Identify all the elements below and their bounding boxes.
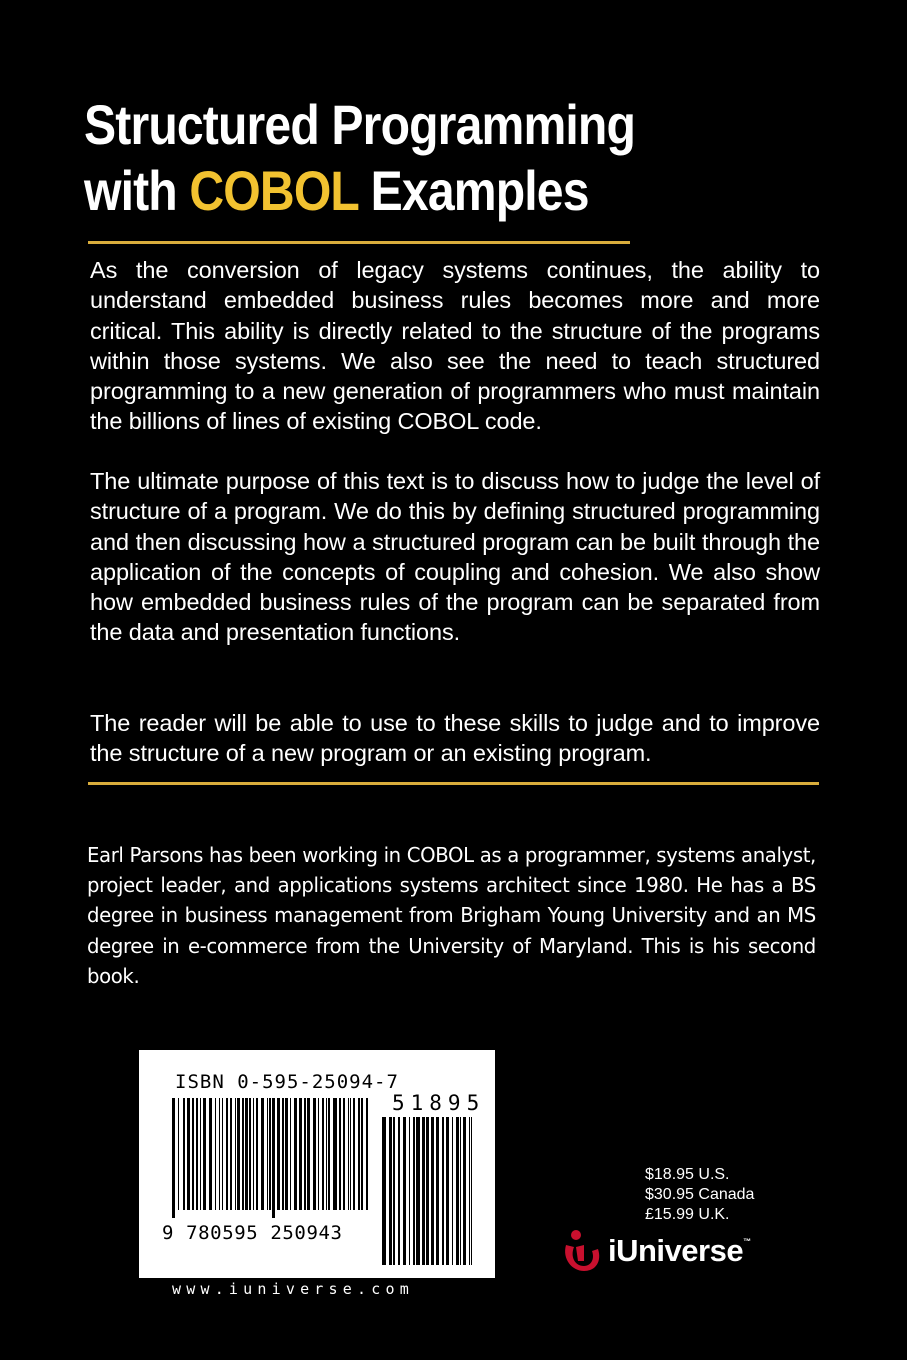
barcode-bar [393, 1117, 395, 1265]
barcode-bar [398, 1117, 400, 1265]
iuniverse-swirl-icon [562, 1229, 602, 1273]
barcode-bar [269, 1098, 271, 1210]
book-title [84, 92, 738, 224]
barcode-bar [322, 1098, 324, 1210]
price-list [645, 1165, 754, 1225]
barcode-bar [219, 1098, 220, 1210]
barcode-bar [237, 1098, 240, 1210]
author-bio: Earl Parsons has been working in COBOL as a programmer, systems analyst, project leader, and applications systems architect since 1980. He has a BS degree in business management from Brigham Young University and an MS degree in e-commerce from the University of Maryland. This is his second book. [87, 843, 816, 988]
barcode-bar [442, 1117, 444, 1265]
barcode-bar [333, 1098, 337, 1210]
barcode-bar [469, 1117, 470, 1265]
price-addon-barcode [382, 1117, 472, 1265]
blurb-paragraph-1: As the conversion of legacy systems continues, the ability to understand embedded business rules becomes more and more critical. This ability is directly related to the structure of the programs within those systems. We also see the need to teach structured programming to a new generation of programmers who must maintain the billions of lines of existing COBOL code. [90, 257, 820, 435]
barcode-bar [307, 1098, 310, 1210]
barcode-bar [178, 1098, 179, 1210]
barcode-bar [413, 1117, 415, 1265]
barcode-bar [431, 1117, 434, 1265]
blurb-paragraph-3: The reader will be able to use to these skills to judge and to improve the structure of a new program or an existing program. [90, 710, 820, 767]
barcode-bar [460, 1117, 461, 1265]
barcode-bar [285, 1098, 288, 1210]
barcode-bar [426, 1117, 429, 1265]
top-divider [88, 241, 630, 244]
barcode-bar [403, 1117, 406, 1265]
isbn-label: ISBN 0-595-25094-7 [175, 1071, 399, 1093]
title-line-2-pre: with [84, 159, 190, 222]
barcode-bar [200, 1098, 201, 1210]
barcode-bar [242, 1098, 244, 1210]
barcode-bar [209, 1098, 212, 1210]
barcode-bar [282, 1098, 284, 1210]
bottom-divider [88, 782, 819, 785]
barcode-bar [328, 1098, 330, 1210]
barcode-bar [249, 1098, 251, 1210]
ean-digits-label: 9 780595 250943 [162, 1222, 343, 1244]
barcode-bar [272, 1098, 275, 1218]
barcode-bar [361, 1098, 363, 1210]
barcode-bar [318, 1098, 319, 1210]
barcode-bar [215, 1098, 216, 1210]
price-uk: £15.99 U.K. [645, 1206, 730, 1223]
price-us: $18.95 U.S. [645, 1166, 730, 1183]
barcode-bar [409, 1117, 410, 1265]
publisher-website: www.iuniverse.com [172, 1280, 414, 1298]
barcode-bar [471, 1117, 472, 1265]
barcode-bar [267, 1098, 268, 1210]
barcode-bar [353, 1098, 355, 1210]
barcode-bar [187, 1098, 190, 1210]
barcode-bar [192, 1098, 194, 1210]
ean-barcode [172, 1098, 372, 1218]
barcode-bar [277, 1098, 280, 1210]
barcode-bar [313, 1098, 316, 1210]
barcode-bar [230, 1098, 232, 1210]
barcode-bar [326, 1098, 327, 1210]
barcode-bar [290, 1098, 291, 1210]
barcode-bar [304, 1098, 306, 1210]
barcode-bar [245, 1098, 248, 1210]
barcode-bar [446, 1117, 449, 1265]
barcode-bar [366, 1098, 368, 1210]
barcode-bar [422, 1117, 425, 1265]
barcode-bar [436, 1117, 439, 1265]
barcode-bar [196, 1098, 198, 1210]
barcode-bar [339, 1098, 341, 1210]
barcode-bar [222, 1098, 223, 1210]
barcode-bar [172, 1098, 175, 1218]
barcode-bar [253, 1098, 254, 1210]
barcode-bar [456, 1117, 459, 1265]
barcode-bar [299, 1098, 302, 1210]
barcode-bar [416, 1117, 420, 1265]
title-accent-cobol: COBOL [189, 159, 359, 222]
barcode-bar [382, 1117, 386, 1265]
price-canada: $30.95 Canada [645, 1186, 755, 1203]
trademark-symbol: ™ [743, 1237, 751, 1246]
barcode-bar [343, 1098, 345, 1210]
title-line-2-post: Examples [358, 159, 589, 222]
barcode-bar [294, 1098, 297, 1210]
barcode-bar [463, 1117, 466, 1265]
title-line-1: Structured Programming [84, 93, 636, 156]
barcode-bar [452, 1117, 453, 1265]
blurb-paragraph-2: The ultimate purpose of this text is to discuss how to judge the level of structure of a program. We do this by defining structured programming and then discussing how a structured program can be built through the application of the concepts of coupling and cohesion. We also show how embedded business rules of the program can be separated from the data and presentation functions. [90, 468, 820, 646]
barcode-bar [389, 1117, 392, 1265]
barcode-bar [350, 1098, 351, 1210]
publisher-logo [562, 1228, 751, 1274]
price-code-label: 51895 [392, 1091, 486, 1115]
barcode-bar [226, 1098, 228, 1210]
publisher-name: iUniverse™ [608, 1233, 751, 1268]
barcode-bar [203, 1098, 206, 1210]
barcode-bar [256, 1098, 258, 1210]
barcode-bar [358, 1098, 360, 1210]
barcode-bar [348, 1098, 349, 1210]
barcode-bar [183, 1098, 185, 1210]
barcode-bar [235, 1098, 236, 1210]
barcode-bar [261, 1098, 264, 1210]
